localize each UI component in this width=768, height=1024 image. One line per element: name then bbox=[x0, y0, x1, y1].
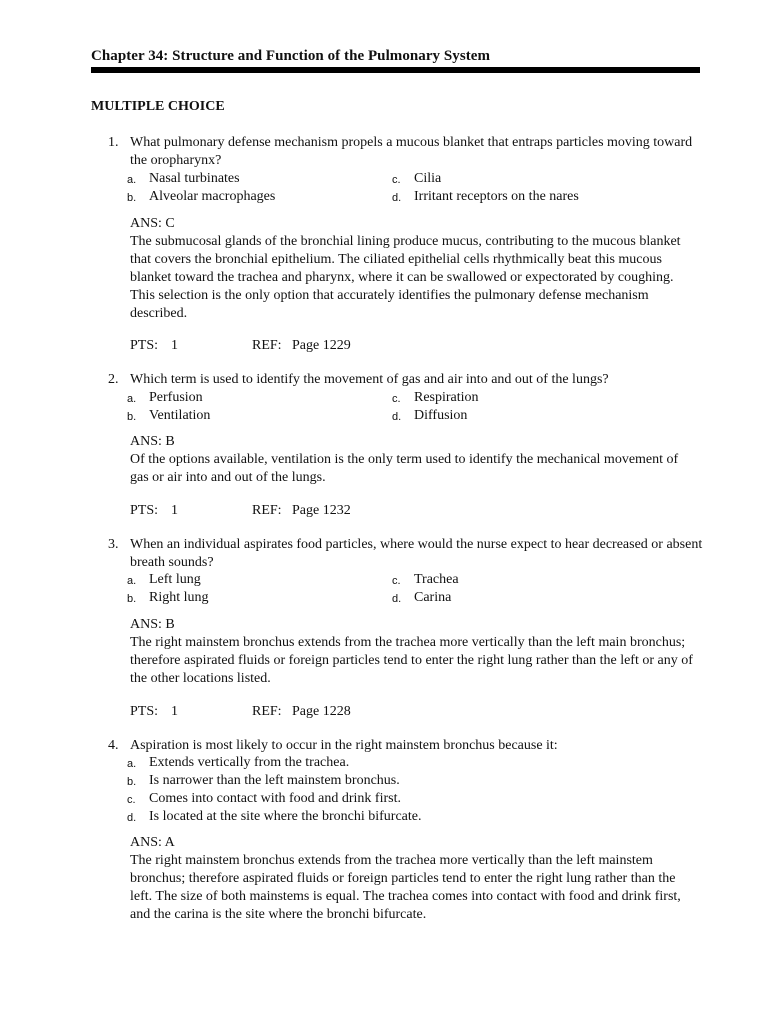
question-stem: Which term is used to identify the movement of gas and air into and out of the lungs? bbox=[130, 372, 609, 387]
option-text: Trachea bbox=[414, 572, 459, 587]
question-stem: What pulmonary defense mechanism propels a mucous blanket that entraps particles moving toward the oropharynx? bbox=[130, 135, 693, 168]
option-text: Cilia bbox=[414, 171, 442, 186]
answer: ANS: A bbox=[130, 835, 175, 850]
question-number: 4. bbox=[108, 738, 119, 753]
option-letter: c. bbox=[392, 393, 401, 405]
option-letter: c. bbox=[392, 174, 401, 186]
option-text: Respiration bbox=[414, 390, 479, 405]
option-letter: d. bbox=[392, 593, 402, 605]
option-letter: b. bbox=[127, 411, 137, 423]
rationale: The submucosal glands of the bronchial lining produce mucus, contributing to the mucous blanket that covers the bronchial epithelium. The ciliated epithelial cells rhythmically beat this mucous blanket toward the trachea and pharynx, where it can be swallowed or expectorated by coughing. This selection is the only option that accurately identifies the pulmonary defense mechanism described. bbox=[130, 234, 681, 321]
question-number: 1. bbox=[108, 135, 119, 150]
option-letter: a. bbox=[127, 575, 137, 587]
reference-label: REF: bbox=[252, 503, 282, 518]
rationale: The right mainstem bronchus extends from the trachea more vertically than the left main bronchus; therefore aspirated fluids or foreign particles tend to enter the right lung rather than the left or any of the other locations listed. bbox=[130, 635, 693, 686]
option-text: Right lung bbox=[149, 590, 209, 605]
option-letter: b. bbox=[127, 192, 137, 204]
points-label: PTS: bbox=[130, 704, 159, 719]
option-text: Ventilation bbox=[149, 408, 211, 423]
answer: ANS: B bbox=[130, 434, 175, 449]
option-text: Is located at the site where the bronchi bifurcate. bbox=[149, 809, 422, 824]
option-letter: d. bbox=[127, 812, 137, 824]
reference-value: Page 1232 bbox=[292, 503, 351, 518]
option-letter: c. bbox=[392, 575, 401, 587]
option-letter: d. bbox=[392, 411, 402, 423]
option-text: Perfusion bbox=[149, 390, 203, 405]
title-rule bbox=[91, 67, 700, 73]
option-letter: c. bbox=[127, 794, 136, 806]
section-heading: MULTIPLE CHOICE bbox=[91, 99, 225, 114]
points-label: PTS: bbox=[130, 503, 159, 518]
option-text: Comes into contact with food and drink first. bbox=[149, 791, 401, 806]
option-letter: b. bbox=[127, 776, 137, 788]
option-text: Diffusion bbox=[414, 408, 468, 423]
option-letter: b. bbox=[127, 593, 137, 605]
option-text: Nasal turbinates bbox=[149, 171, 240, 186]
question-stem: Aspiration is most likely to occur in the right mainstem bronchus because it: bbox=[130, 738, 558, 753]
option-letter: d. bbox=[392, 192, 402, 204]
reference-label: REF: bbox=[252, 338, 282, 353]
option-text: Carina bbox=[414, 590, 452, 605]
points-value: 1 bbox=[171, 338, 178, 353]
option-text: Extends vertically from the trachea. bbox=[149, 755, 350, 770]
question-number: 2. bbox=[108, 372, 119, 387]
answer: ANS: C bbox=[130, 216, 175, 231]
option-letter: a. bbox=[127, 758, 137, 770]
rationale: Of the options available, ventilation is the only term used to identify the mechanical movement of gas or air into and out of the lungs. bbox=[130, 452, 679, 485]
reference-value: Page 1228 bbox=[292, 704, 351, 719]
rationale: The right mainstem bronchus extends from the trachea more vertically than the left mainstem bronchus; therefore aspirated fluids or foreign particles tend to enter the right lung rather than the left. The size of both mainstems is equal. The trachea comes into contact with food and drink first, and the carina is the site where the bronchi bifurcate. bbox=[130, 853, 681, 922]
option-text: Left lung bbox=[149, 572, 201, 587]
reference-label: REF: bbox=[252, 704, 282, 719]
answer: ANS: B bbox=[130, 617, 175, 632]
question-number: 3. bbox=[108, 537, 119, 552]
option-text: Alveolar macrophages bbox=[149, 189, 276, 204]
option-text: Is narrower than the left mainstem bronchus. bbox=[149, 773, 400, 788]
reference-value: Page 1229 bbox=[292, 338, 351, 353]
points-value: 1 bbox=[171, 503, 178, 518]
option-letter: a. bbox=[127, 174, 137, 186]
chapter-title: Chapter 34: Structure and Function of the Pulmonary System bbox=[91, 48, 491, 64]
points-value: 1 bbox=[171, 704, 178, 719]
question-stem: When an individual aspirates food particles, where would the nurse expect to hear decreased or absent breath sounds? bbox=[130, 537, 703, 570]
points-label: PTS: bbox=[130, 338, 159, 353]
option-text: Irritant receptors on the nares bbox=[414, 189, 579, 204]
option-letter: a. bbox=[127, 393, 137, 405]
